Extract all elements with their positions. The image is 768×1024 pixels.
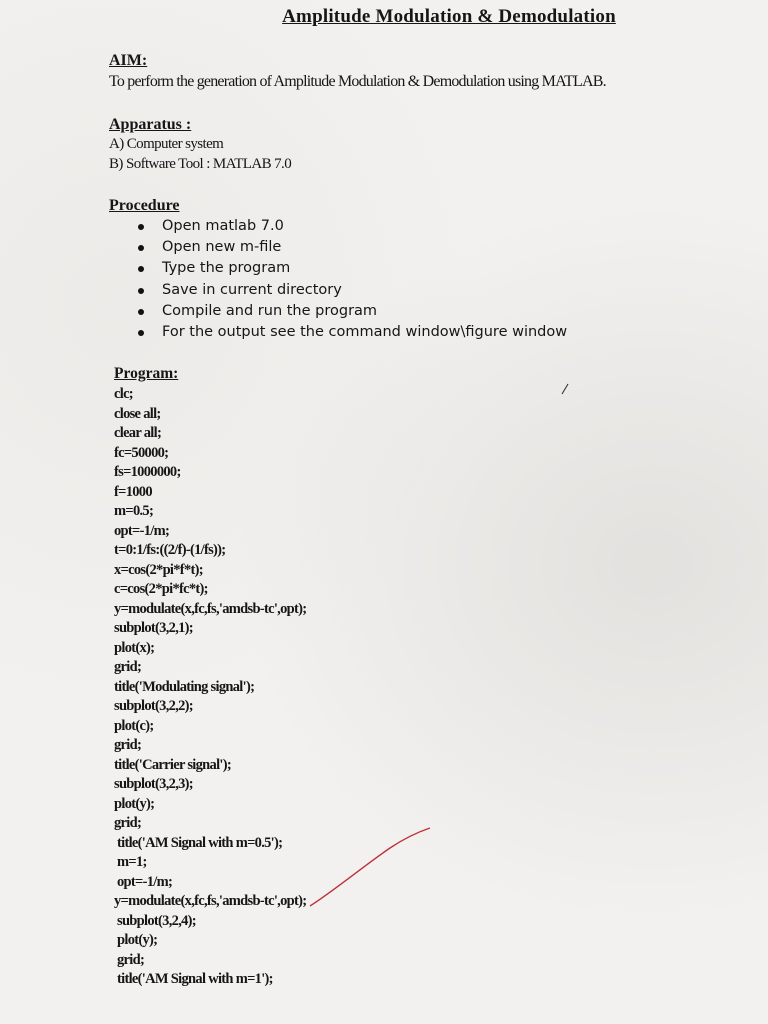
code-line: grid;	[114, 737, 142, 753]
code-line: close all;	[114, 405, 161, 422]
code-line: title('AM Signal with m=0.5');	[117, 834, 283, 851]
code-line: clc;	[114, 386, 133, 402]
aim-text: To perform the generation of Amplitude Modulation & Demodulation using MATLAB.	[109, 73, 606, 90]
code-line: grid;	[114, 659, 142, 675]
code-line: subplot(3,2,2);	[114, 698, 193, 714]
document-title: Amplitude Modulation & Demodulation	[282, 6, 616, 27]
code-line: subplot(3,2,4);	[117, 912, 196, 929]
code-line: title('Modulating signal');	[114, 678, 255, 695]
code-line: m=0.5;	[114, 503, 154, 519]
code-line: t=0:1/fs:((2/f)-(1/fs));	[114, 542, 226, 558]
procedure-step: Open matlab 7.0	[130, 216, 567, 237]
code-line: plot(y);	[117, 932, 158, 948]
code-line: grid;	[117, 951, 145, 968]
procedure-heading: Procedure	[109, 197, 180, 214]
aim-heading: AIM:	[109, 52, 148, 69]
apparatus-item: A) Computer system	[109, 136, 224, 152]
pen-tick-mark	[560, 382, 570, 396]
procedure-step: For the output see the command window\figure window	[130, 322, 567, 343]
code-line: y=modulate(x,fc,fs,'amdsb-tc',opt);	[114, 600, 307, 617]
procedure-step: Save in current directory	[130, 280, 567, 301]
procedure-list	[130, 216, 567, 343]
apparatus-item: B) Software Tool : MATLAB 7.0	[109, 156, 292, 172]
code-line: y=modulate(x,fc,fs,'amdsb-tc',opt);	[114, 893, 307, 909]
procedure-step: Open new m-file	[130, 237, 567, 258]
code-line: plot(c);	[114, 717, 154, 734]
code-line: subplot(3,2,3);	[114, 776, 193, 792]
code-line: plot(y);	[114, 795, 155, 812]
code-line: opt=-1/m;	[117, 873, 173, 890]
procedure-step: Compile and run the program	[130, 301, 567, 322]
code-line: m=1;	[117, 854, 147, 870]
code-line: subplot(3,2,1);	[114, 620, 193, 636]
code-line: c=cos(2*pi*fc*t);	[114, 581, 208, 597]
code-line: opt=-1/m;	[114, 522, 170, 539]
procedure-step: Type the program	[130, 258, 567, 279]
apparatus-heading: Apparatus :	[109, 116, 192, 133]
code-line: clear all;	[114, 425, 162, 441]
code-line: fs=1000000;	[114, 464, 181, 480]
code-line: title('Carrier signal');	[114, 756, 232, 773]
program-heading: Program:	[114, 365, 179, 382]
code-line: title('AM Signal with m=1');	[117, 971, 273, 987]
code-line: fc=50000;	[114, 444, 169, 461]
code-line: x=cos(2*pi*f*t);	[114, 561, 203, 578]
code-line: plot(x);	[114, 639, 155, 656]
code-line: grid;	[114, 815, 142, 831]
code-line: f=1000	[114, 483, 152, 500]
red-pen-check-mark	[240, 820, 440, 920]
